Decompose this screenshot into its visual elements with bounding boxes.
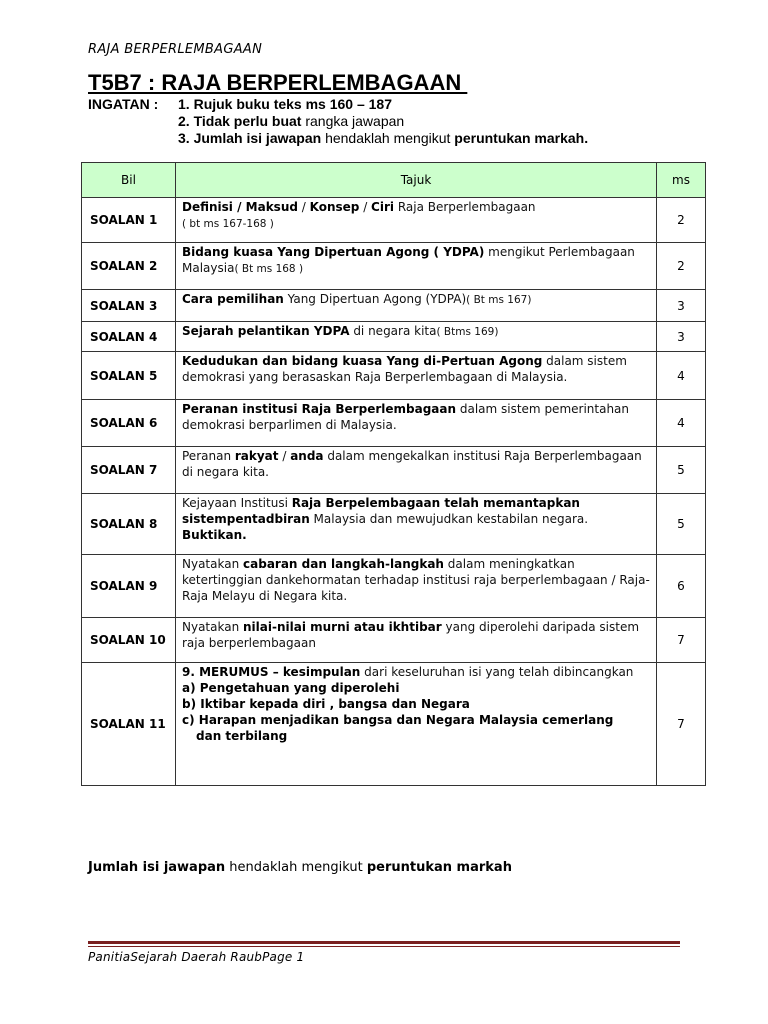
row-bil: SOALAN 10 [82,618,176,663]
reminder-bold: Rujuk buku teks ms 160 – 187 [193,96,393,112]
tajuk-text: Kejayaan Institusi [182,496,292,510]
tajuk-bold-text: nilai-nilai murni atau ikhtibar [243,620,442,634]
tajuk-text: Nyatakan [182,557,244,571]
row-ms: 6 [657,555,706,618]
row-ms: 3 [657,290,706,322]
tajuk-bold-text: rakyat [234,449,279,463]
row-bil: SOALAN 1 [82,198,176,243]
row-bil: SOALAN 6 [82,400,176,447]
closing-note-bold: Jumlah isi jawapan [88,860,226,875]
tajuk-text: Peranan [182,449,235,463]
q11-point-c: c) Harapan menjadikan bangsa dan Negara Malaysia cemerlang [182,713,614,727]
table-row [82,618,706,663]
row-tajuk [176,555,657,618]
closing-note-bold-2: peruntukan markah [366,860,512,875]
tajuk-text: / [297,200,310,214]
row-tajuk [176,494,657,555]
reminder-label: INGATAN : [88,96,159,112]
reminder-bold: Tidak perlu buat [193,113,302,129]
table-row [82,322,706,352]
row-ms: 7 [657,618,706,663]
tajuk-text: mengikut Perlembagaan Malaysia [182,245,635,275]
tajuk-text: ( bt ms 167-168 ) [182,218,274,230]
row-tajuk [176,447,657,494]
table-row [82,663,706,786]
table-row [82,290,706,322]
tajuk-bold-text: Kedudukan dan bidang kuasa Yang di-Pertuan Agong [182,354,543,368]
row-ms: 3 [657,322,706,352]
reminder-text: rangka jawapan [301,113,405,129]
tajuk-text: Malaysia dan mewujudkan kestabilan negara. [309,512,589,526]
table-row [82,243,706,290]
tajuk-text: dalam mengekalkan institusi Raja Berperlembagaan di negara kita. [182,449,642,479]
reminder-number: 3. [178,130,190,146]
row-ms: 2 [657,243,706,290]
row-bil: SOALAN 11 [82,663,176,786]
reminder-bold-2: peruntukan markah. [454,130,589,146]
row-bil: SOALAN 5 [82,352,176,400]
closing-note [88,860,512,875]
tajuk-text: Yang Dipertuan Agong (YDPA) [283,292,467,306]
header-ms: ms [657,163,706,198]
document-title: T5B7 : RAJA BERPERLEMBAGAAN [88,70,468,95]
tajuk-bold-text: cabaran dan langkah-langkah [243,557,444,571]
row-ms: 7 [657,663,706,786]
tajuk-bold-text: Raja Berpelembagaan telah memantapkan sistempentadbiran [182,496,580,526]
q11-lead-bold: 9. MERUMUS – kesimpulan [182,665,361,679]
row-bil: SOALAN 4 [82,322,176,352]
row-tajuk [176,243,657,290]
header-tajuk: Tajuk [176,163,657,198]
q11-point-b: b) Iktibar kepada diri , bangsa dan Negara [182,697,470,711]
header-bil: Bil [82,163,176,198]
question-table [81,162,706,786]
tajuk-text: ( Bt ms 167) [466,294,532,306]
row-tajuk [176,198,657,243]
row-bil: SOALAN 3 [82,290,176,322]
row-ms: 4 [657,400,706,447]
tajuk-text: dalam sistem pemerintahan demokrasi berparlimen di Malaysia. [182,402,630,432]
reminder-number: 2. [178,113,190,129]
footer-rule-thin [88,946,680,947]
tajuk-text: / [359,200,372,214]
row-tajuk [176,322,657,352]
reminder-item-2 [88,113,588,130]
reminder-block [88,96,588,147]
tajuk-bold-text: Konsep [309,200,360,214]
row-tajuk [176,400,657,447]
tajuk-text: dalam meningkatkan ketertinggian dankehormatan terhadap institusi raja berperlembagaan / Raja-Raja Melayu di Negara kita. [182,557,650,603]
table-row [82,352,706,400]
running-header: RAJA BERPERLEMBAGAAN [88,42,263,57]
tajuk-bold-text: anda [290,449,324,463]
tajuk-bold-text: Bidang kuasa Yang Dipertuan Agong ( YDPA) [182,245,485,259]
reminder-text: hendaklah mengikut [321,130,455,146]
tajuk-text: di negara kita [349,324,437,338]
table-row [82,447,706,494]
table-row [82,555,706,618]
closing-note-text: hendaklah mengikut [225,860,367,875]
row-tajuk [176,618,657,663]
reminder-item-3 [88,130,588,147]
row-bil: SOALAN 8 [82,494,176,555]
table-row [82,494,706,555]
row-ms: 5 [657,447,706,494]
tajuk-text: Raja Berperlembagaan [394,200,536,214]
tajuk-bold-text: Sejarah pelantikan YDPA [182,324,350,338]
reminder-number: 1. [178,96,190,112]
tajuk-text: ( Bt ms 168 ) [234,263,304,275]
row-ms: 5 [657,494,706,555]
row-tajuk [176,663,657,786]
reminder-item-1 [88,96,588,113]
footer-rule [88,941,680,944]
tajuk-bold-text: Peranan institusi Raja Berperlembagaan [182,402,457,416]
row-ms: 2 [657,198,706,243]
row-bil: SOALAN 7 [82,447,176,494]
tajuk-text: Nyatakan [182,620,244,634]
tajuk-text: / [278,449,291,463]
tajuk-bold-text: Definisi / [182,200,246,214]
row-tajuk [176,352,657,400]
table-row [82,400,706,447]
tajuk-bold-text: Maksud [245,200,298,214]
reminder-bold: Jumlah isi jawapan [193,130,322,146]
row-ms: 4 [657,352,706,400]
tajuk-text: yang diperolehi daripada sistem raja berperlembagaan [182,620,640,650]
tajuk-bold-text: Ciri [371,200,394,214]
tajuk-bold-text: Cara pemilihan [182,292,284,306]
tajuk-text: ( Btms 169) [436,326,499,338]
row-bil: SOALAN 9 [82,555,176,618]
q11-point-a: a) Pengetahuan yang diperolehi [182,681,400,695]
row-tajuk [176,290,657,322]
tajuk-text: dalam sistem demokrasi yang berasaskan Raja Berperlembagaan di Malaysia. [182,354,627,384]
table-row [82,198,706,243]
row-bil: SOALAN 2 [82,243,176,290]
q11-lead-text: dari keseluruhan isi yang telah dibincangkan [360,665,634,679]
running-footer: PanitiaSejarah Daerah RaubPage 1 [88,950,305,964]
table-header-row [82,163,706,198]
tajuk-bold-text: Buktikan. [182,528,247,542]
q11-point-c-cont: dan terbilang [196,729,288,743]
